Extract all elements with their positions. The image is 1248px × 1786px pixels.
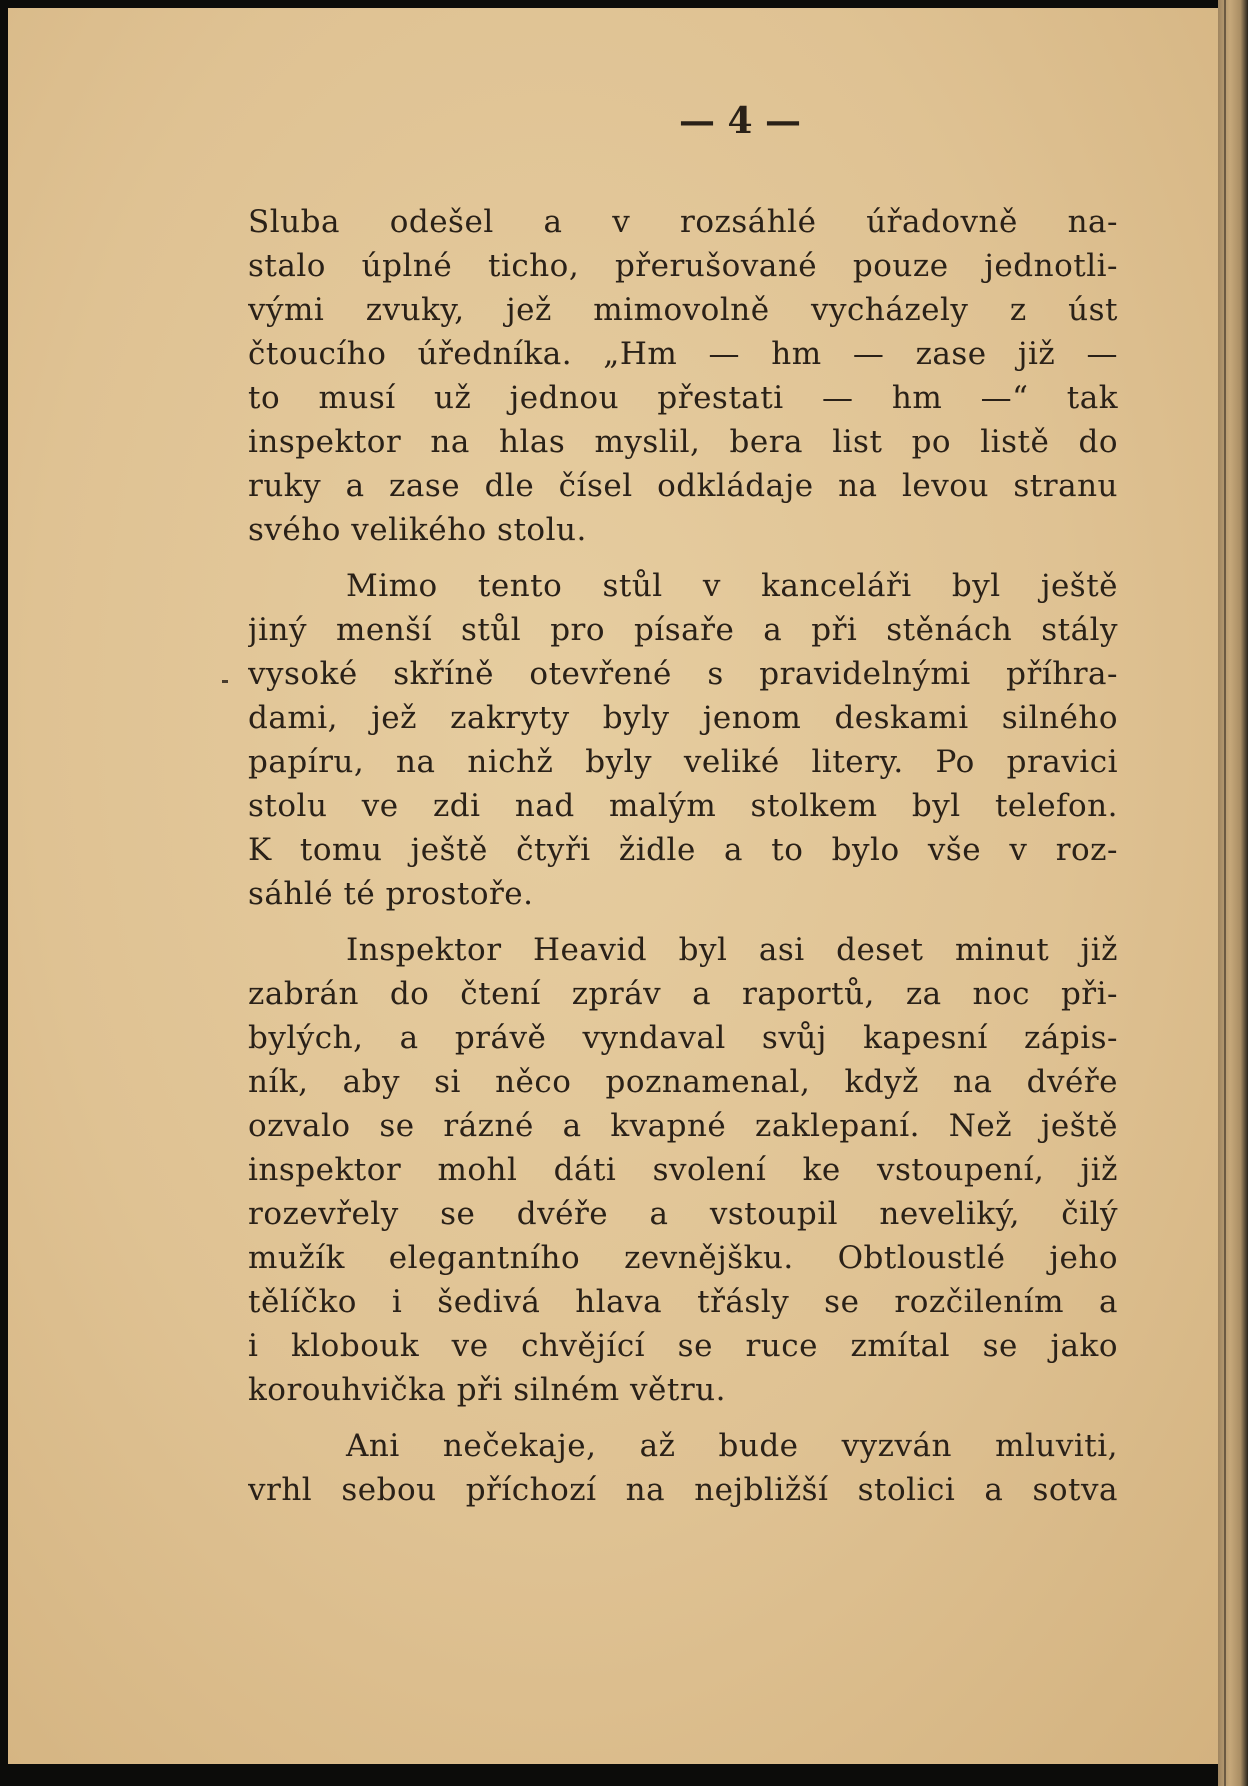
text-line: zabrán do čtení zpráv a raportů, za noc při- — [248, 976, 1118, 1012]
text-line: mužík elegantního zevnějšku. Obtloustlé jeho — [248, 1240, 1118, 1276]
body-text — [248, 200, 1118, 1512]
text-line: Inspektor Heavid byl asi deset minut již — [346, 932, 1118, 968]
text-line: K tomu ještě čtyři židle a to bylo vše v roz- — [248, 832, 1118, 868]
text-line: bylých, a právě vyndaval svůj kapesní zápis- — [248, 1020, 1118, 1056]
text-line: vrhl sebou příchozí na nejbližší stolici a sotva — [248, 1472, 1118, 1508]
text-line: ruky a zase dle čísel odkládaje na levou stranu — [248, 468, 1118, 504]
text-line: Mimo tento stůl v kanceláři byl ještě — [346, 568, 1118, 604]
adjacent-page-edge — [1218, 0, 1248, 1786]
text-line: Ani nečekaje, až bude vyzván mluviti, — [346, 1428, 1118, 1464]
text-line: vysoké skříně otevřené s pravidelnými příhra- — [248, 656, 1118, 692]
paragraph-3 — [248, 928, 1118, 1412]
text-line: rozevřely se dvéře a vstoupil neveliký, čilý — [248, 1196, 1118, 1232]
text-line: dami, jež zakryty byly jenom deskami silného — [248, 700, 1118, 736]
margin-mark — [222, 680, 228, 683]
text-line: jiný menší stůl pro písaře a při stěnách stály — [248, 612, 1118, 648]
text-line: korouhvička při silném větru. — [248, 1372, 726, 1408]
paragraph-4 — [248, 1424, 1118, 1512]
text-line: stolu ve zdi nad malým stolkem byl telefon. — [248, 788, 1118, 824]
text-line: inspektor mohl dáti svolení ke vstoupení, již — [248, 1152, 1118, 1188]
paragraph-1 — [248, 200, 1118, 552]
text-line: sáhlé té prostoře. — [248, 876, 534, 912]
text-line: vými zvuky, jež mimovolně vycházely z úst — [248, 292, 1118, 328]
text-line: i klobouk ve chvějící se ruce zmítal se jako — [248, 1328, 1118, 1364]
text-line: stalo úplné ticho, přerušované pouze jednotli- — [248, 248, 1118, 284]
text-line: ozvalo se rázné a kvapné zaklepaní. Než ještě — [248, 1108, 1118, 1144]
text-line: svého velikého stolu. — [248, 512, 587, 548]
text-line: inspektor na hlas myslil, bera list po listě do — [248, 424, 1118, 460]
text-line: ník, aby si něco poznamenal, když na dvéře — [248, 1064, 1118, 1100]
text-line: Sluba odešel a v rozsáhlé úřadovně na- — [248, 204, 1118, 240]
text-line: čtoucího úředníka. „Hm — hm — zase již — — [248, 336, 1118, 372]
text-line: tělíčko i šedivá hlava třásly se rozčilením a — [248, 1284, 1118, 1320]
text-line: papíru, na nichž byly veliké litery. Po pravici — [248, 744, 1118, 780]
text-line: to musí už jednou přestati — hm —“ tak — [248, 380, 1118, 416]
paragraph-2 — [248, 564, 1118, 916]
page-number: — 4 — — [678, 100, 802, 142]
